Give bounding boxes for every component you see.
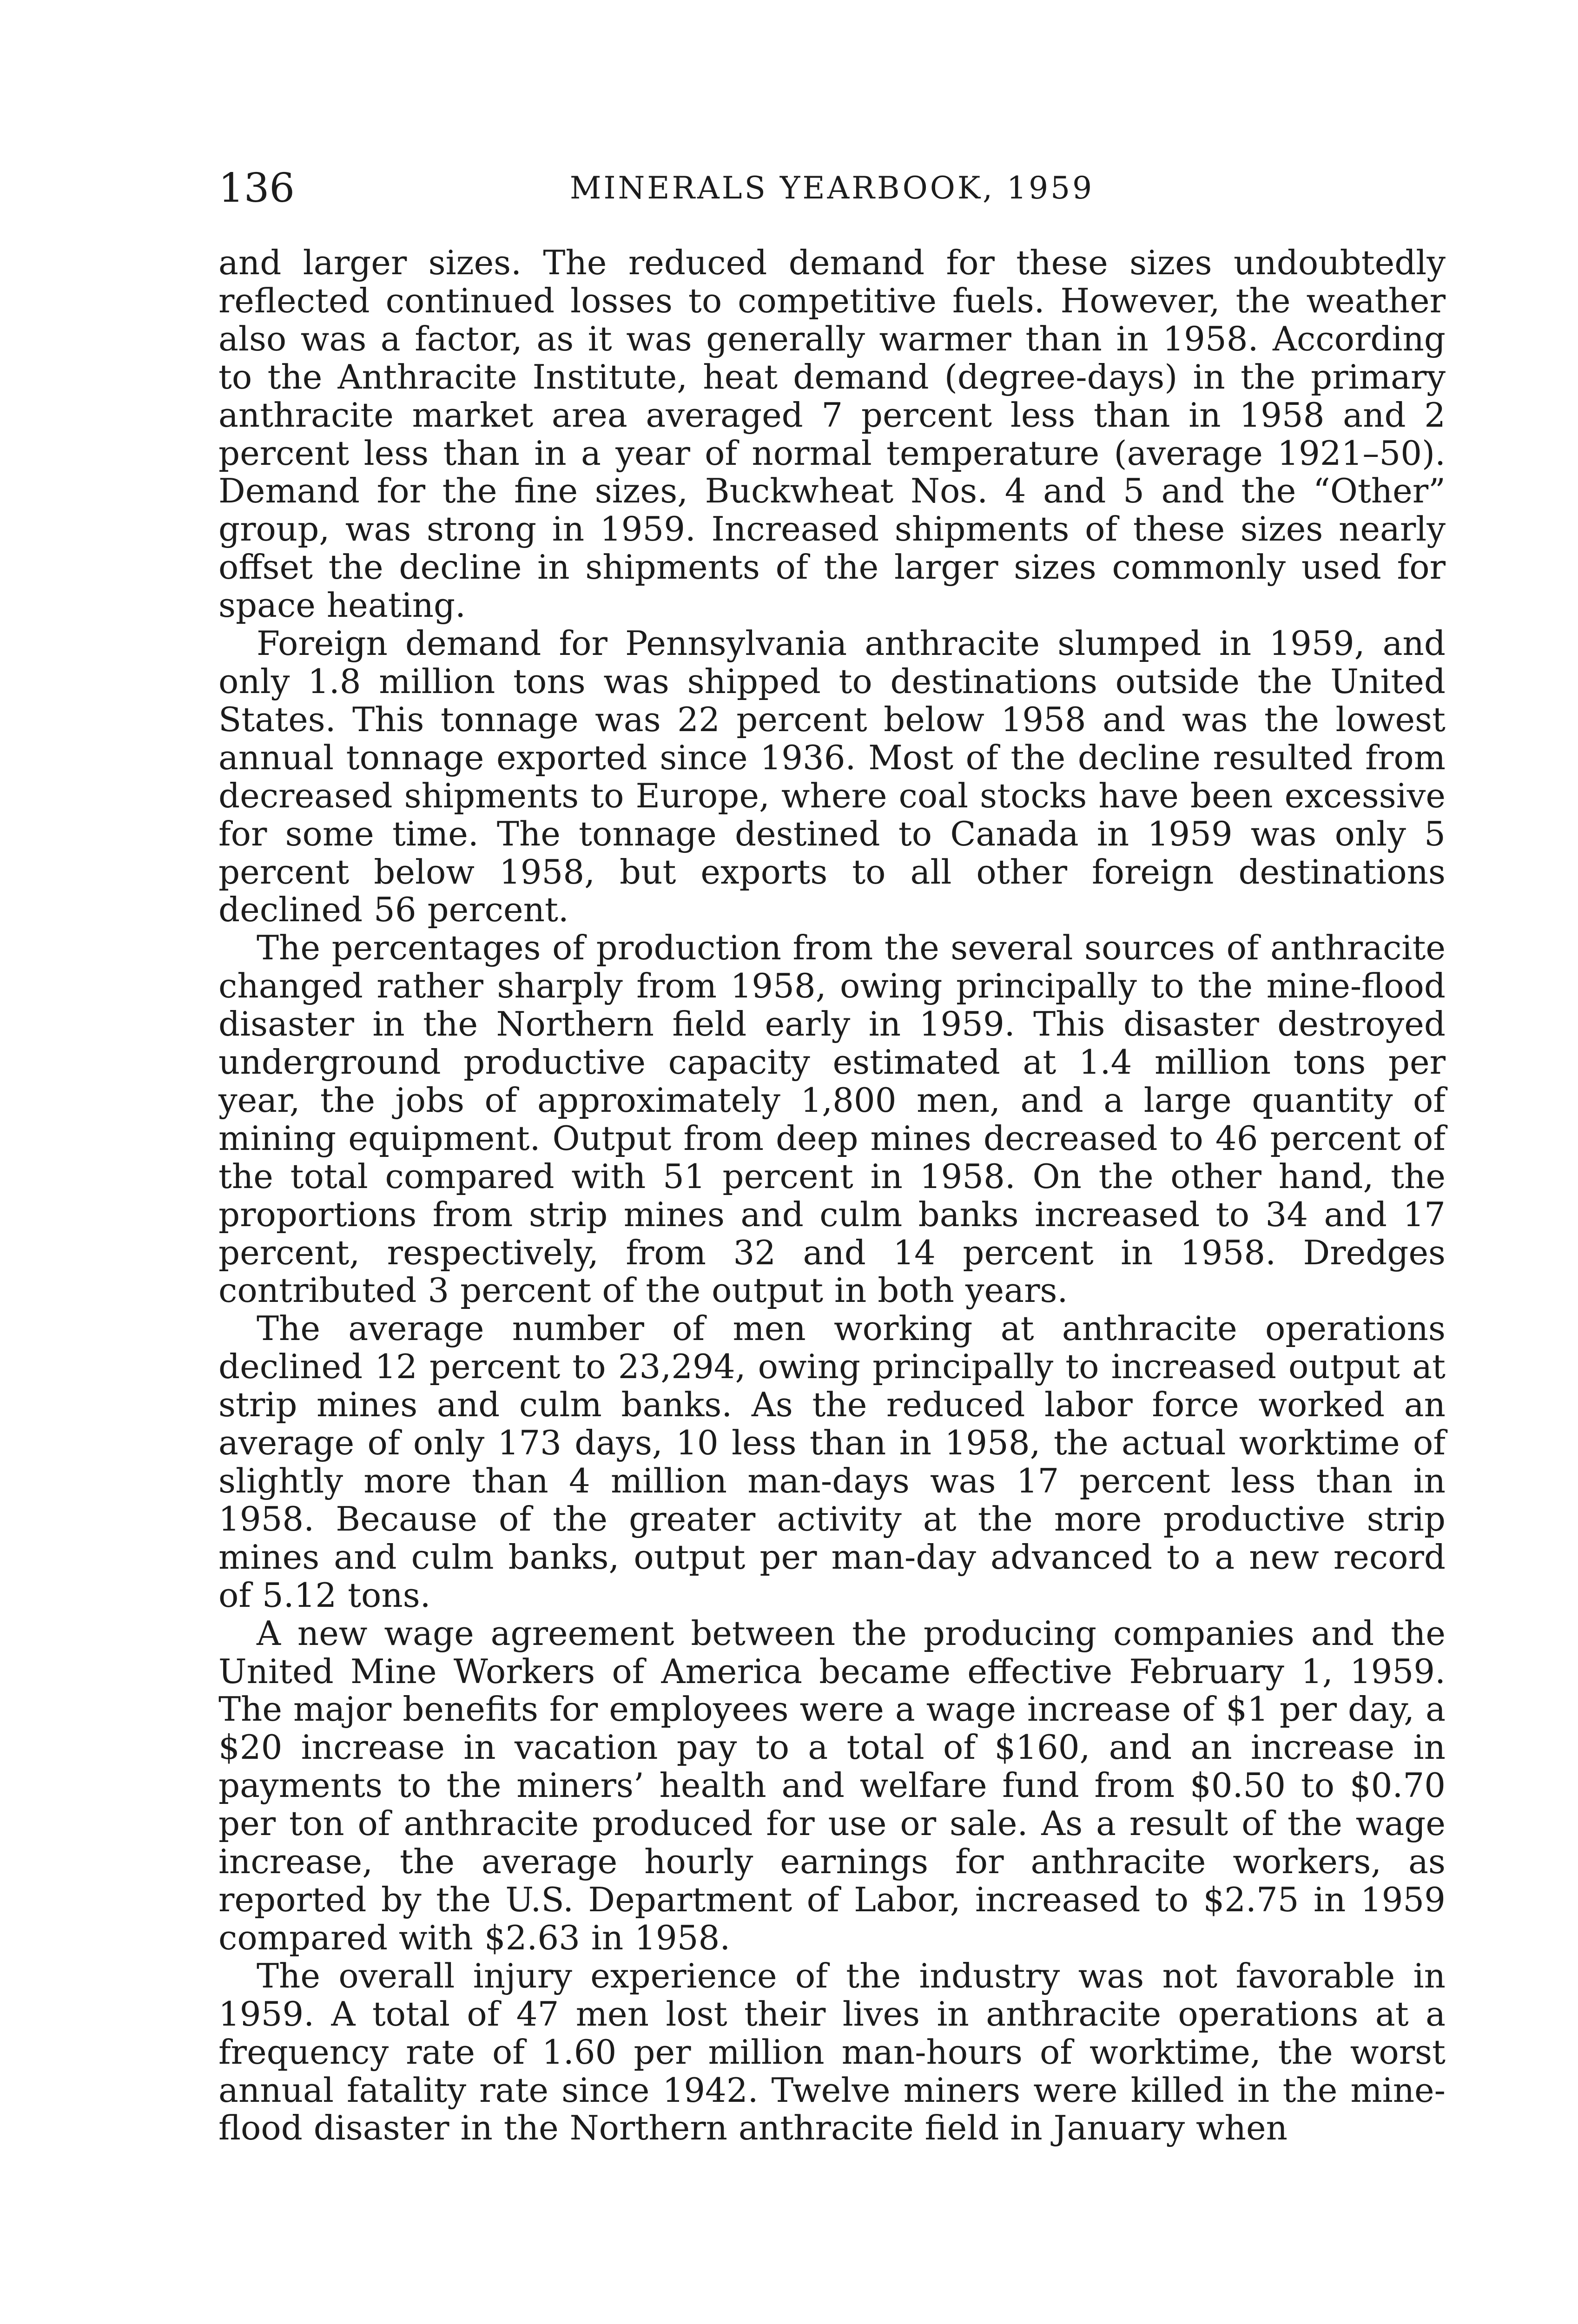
paragraph-injury-experience: The overall injury experience of the industry was not favorable in 1959. A total of 47 men lost their lives in anthracite operations at a frequency rate of 1.60 per million man-hours of worktime, the worst annual fatality rate since 1942. Twelve miners were killed in the mine-flood disaster in the Northern anthracite field in January when — [218, 1956, 1446, 2148]
paragraph-continued-demand: and larger sizes. The reduced demand for these sizes undoubtedly reflected continued losses to competitive fuels. However, the weather also was a factor, as it was generally warmer than in 1958. According to the Anthracite Institute, heat demand (degree-days) in the primary anthracite market area averaged 7 percent less than in 1958 and 2 percent less than in a year of normal temperature (average 1921–50). Demand for the fine sizes, Buckwheat Nos. 4 and 5 and the “Other” group, was strong in 1959. Increased shipments of these sizes nearly offset the decline in shipments of the larger sizes commonly used for space heating. — [218, 243, 1446, 625]
page-number: 136 — [218, 165, 295, 211]
paragraph-foreign-demand: Foreign demand for Pennsylvania anthracite slumped in 1959, and only 1.8 million tons was shipped to destinations outside the United States. This tonnage was 22 percent below 1958 and was the lowest annual tonnage exported since 1936. Most of the decline resulted from decreased shipments to Europe, where coal stocks have been excessive for some time. The tonnage destined to Canada in 1959 was only 5 percent below 1958, but exports to all other foreign destinations declined 56 percent. — [218, 624, 1446, 930]
paragraph-wage-agreement: A new wage agreement between the producing companies and the United Mine Workers of America became effective February 1, 1959. The major benefits for employees were a wage increase of $1 per day, a $20 increase in vacation pay to a total of $160, and an increase in payments to the miners’ health and welfare fund from $0.50 to $0.70 per ton of anthracite produced for use or sale. As a result of the wage increase, the average hourly earnings for anthracite workers, as reported by the U.S. Department of Labor, increased to $2.75 in 1959 compared with $2.63 in 1958. — [218, 1613, 1446, 1957]
paragraph-production-sources: The percentages of production from the several sources of anthracite changed rather sharply from 1958, owing principally to the mine-flood disaster in the Northern field early in 1959. This disaster destroyed underground productive capacity estimated at 1.4 million tons per year, the jobs of approximately 1,800 men, and a large quantity of mining equipment. Output from deep mines decreased to 46 percent of the total compared with 51 percent in 1958. On the other hand, the proportions from strip mines and culm banks increased to 34 and 17 percent, respectively, from 32 and 14 percent in 1958. Dredges contributed 3 percent of the output in both years. — [218, 928, 1446, 1310]
running-title: MINERALS YEARBOOK, 1959 — [569, 170, 1095, 206]
body-text — [218, 244, 1446, 2147]
paragraph-employment: The average number of men working at anthracite operations declined 12 percent to 23,294, owing principally to increased output at strip mines and culm banks. As the reduced labor force worked an average of only 173 days, 10 less than in 1958, the actual worktime of slightly more than 4 million man-days was 17 percent less than in 1958. Because of the greater activity at the more productive strip mines and culm banks, output per man-day advanced to a new record of 5.12 tons. — [218, 1309, 1446, 1615]
page-header — [218, 158, 1446, 218]
